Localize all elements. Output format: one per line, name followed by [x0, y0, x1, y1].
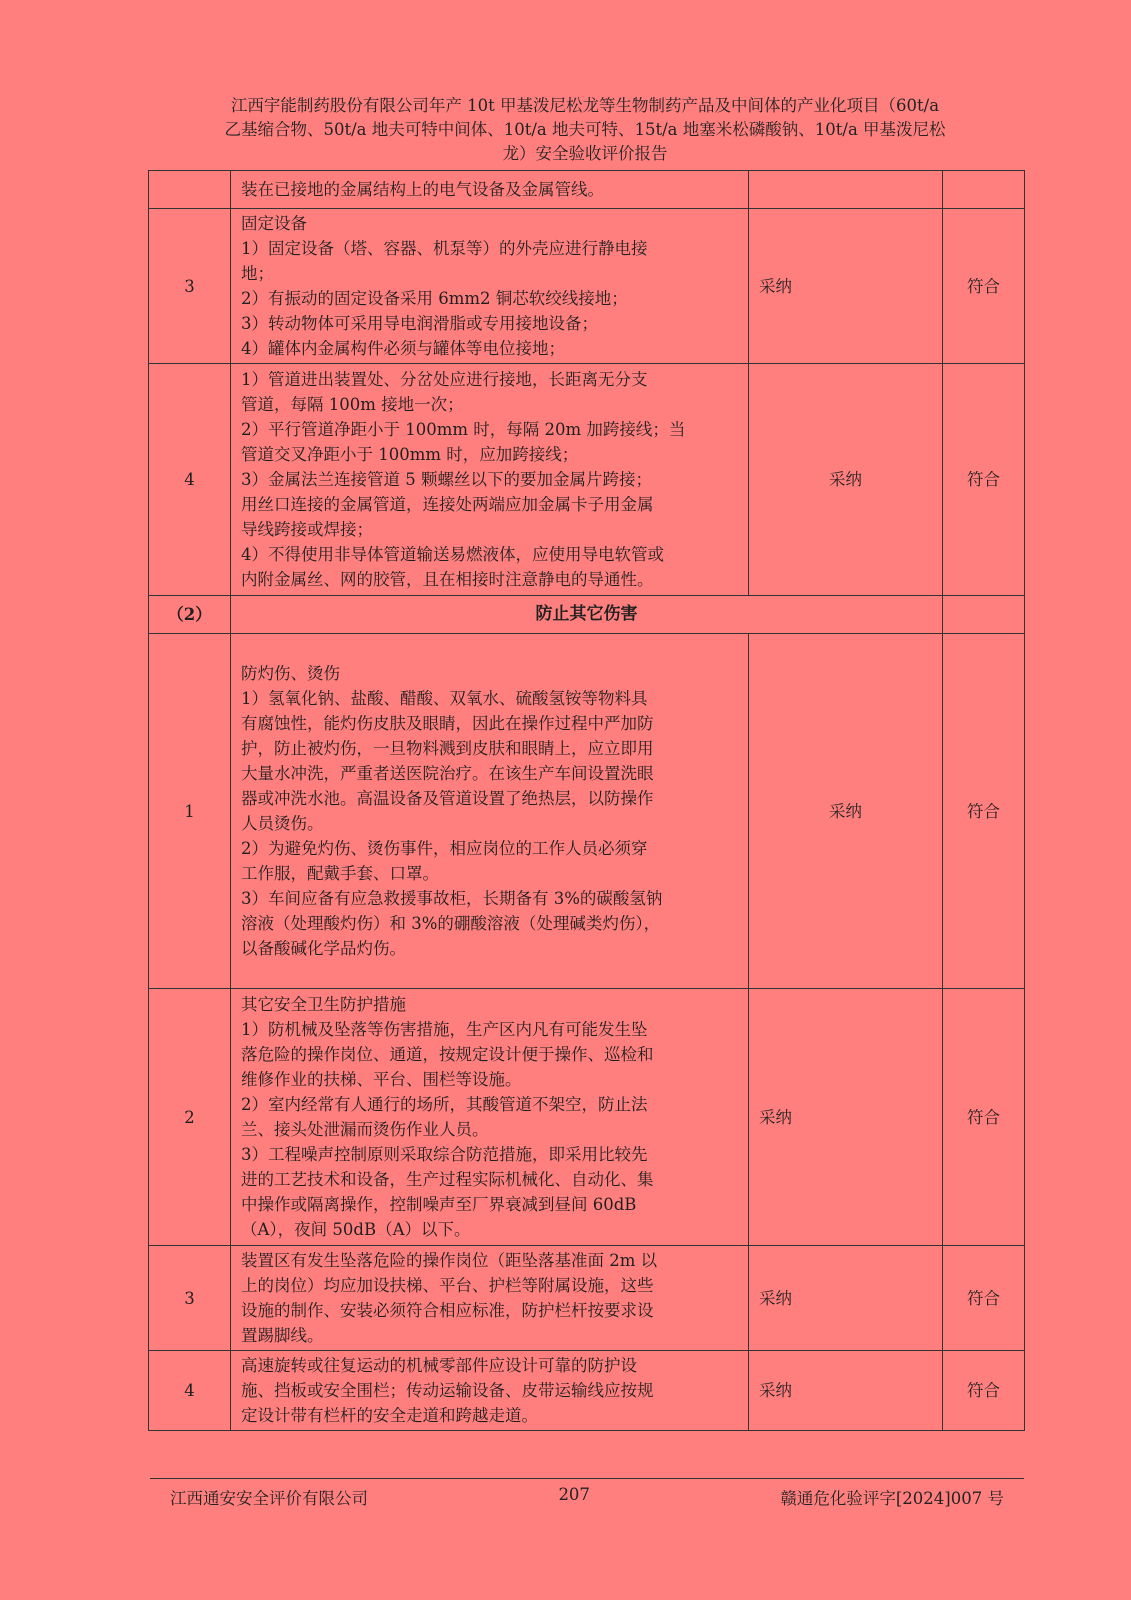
- compliance-status: 符合: [943, 1351, 1025, 1431]
- table-row: [149, 171, 1025, 209]
- adoption-result: [749, 171, 943, 209]
- compliance-status: 符合: [943, 364, 1025, 596]
- measure-line: 3）金属法兰连接管道 5 颗螺丝以下的要加金属片跨接；: [241, 470, 652, 489]
- item-number: 4: [149, 1351, 231, 1431]
- item-number: 4: [149, 364, 231, 596]
- measure-line: 器或冲洗水池。高温设备及管道设置了绝热层，以防操作: [241, 789, 654, 808]
- section-title: 防止其它伤害: [231, 596, 943, 634]
- compliance-status: 符合: [943, 1246, 1025, 1351]
- adoption-result: 采纳: [749, 209, 943, 364]
- adoption-result: 采纳: [749, 1246, 943, 1351]
- measure-text: [231, 364, 749, 596]
- section-row: [149, 596, 1025, 634]
- measure-line: 4）不得使用非导体管道输送易燃液体，应使用导电软管或: [241, 545, 664, 564]
- measure-text: [231, 634, 749, 989]
- table-row: [149, 634, 1025, 989]
- document-number: 赣通危化验评字[2024]007 号: [780, 1489, 1004, 1508]
- item-number: 2: [149, 989, 231, 1246]
- measure-line: （A），夜间 50dB（A）以下。: [241, 1220, 471, 1239]
- measure-line: 防灼伤、烫伤: [241, 664, 340, 683]
- measure-line: 3）工程噪声控制原则采取综合防范措施，即采用比较先: [241, 1145, 648, 1164]
- table-row: [149, 209, 1025, 364]
- measure-line: 施、挡板或安全围栏；传动运输设备、皮带运输线应按规: [241, 1381, 654, 1400]
- measure-line: 3）车间应备有应急救援事故柜，长期备有 3%的碳酸氢钠: [241, 889, 663, 908]
- header-line: 龙）安全验收评价报告: [502, 144, 668, 163]
- measure-line: 护，防止被灼伤，一旦物料溅到皮肤和眼睛上，应立即用: [241, 739, 654, 758]
- item-number: 1: [149, 634, 231, 989]
- header-line: 乙基缩合物、50t/a 地夫可特中间体、10t/a 地夫可特、15t/a 地塞米松磷酸钠、10t/a 甲基泼尼松: [224, 120, 946, 139]
- measure-line: 兰、接头处泄漏而烫伤作业人员。: [241, 1120, 489, 1139]
- adoption-result: 采纳: [749, 1351, 943, 1431]
- measure-line: 装在已接地的金属结构上的电气设备及金属管线。: [241, 180, 604, 199]
- compliance-status: 符合: [943, 989, 1025, 1246]
- item-number: 3: [149, 209, 231, 364]
- adoption-result: 采纳: [749, 989, 943, 1246]
- measure-text: [231, 171, 749, 209]
- measure-text: [231, 989, 749, 1246]
- table-row: [149, 1246, 1025, 1351]
- measure-line: 3）转动物体可采用导电润滑脂或专用接地设备；: [241, 314, 598, 333]
- measure-text: [231, 1246, 749, 1351]
- measure-line: 高速旋转或往复运动的机械零部件应设计可靠的防护设: [241, 1356, 637, 1375]
- measure-line: 置踢脚线。: [241, 1326, 324, 1345]
- measure-line: 以备酸碱化学品灼伤。: [241, 939, 406, 958]
- table-row: [149, 989, 1025, 1246]
- page-number: 207: [558, 1485, 590, 1504]
- measure-line: 其它安全卫生防护措施: [241, 995, 406, 1014]
- compliance-status: [943, 171, 1025, 209]
- adoption-result: 采纳: [749, 364, 943, 596]
- measure-text: [231, 1351, 749, 1431]
- measure-line: 工作服，配戴手套、口罩。: [241, 864, 439, 883]
- section-empty-cell: [943, 596, 1025, 634]
- section-number: （2）: [149, 596, 231, 634]
- measure-line: 设施的制作、安装必须符合相应标准，防护栏杆按要求设: [241, 1301, 654, 1320]
- measure-line: 固定设备: [241, 214, 307, 233]
- compliance-status: 符合: [943, 209, 1025, 364]
- measure-line: 管道交叉净距小于 100mm 时，应加跨接线；: [241, 445, 579, 464]
- measure-line: 管道，每隔 100m 接地一次；: [241, 395, 464, 414]
- measure-line: 2）有振动的固定设备采用 6mm2 铜芯软绞线接地；: [241, 289, 628, 308]
- measure-line: 装置区有发生坠落危险的操作岗位（距坠落基准面 2m 以: [241, 1251, 658, 1270]
- header-line: 江西宇能制药股份有限公司年产 10t 甲基泼尼松龙等生物制药产品及中间体的产业化项目（60t/a: [230, 96, 940, 115]
- measure-line: 2）室内经常有人通行的场所，其酸管道不架空，防止法: [241, 1095, 648, 1114]
- measure-line: 1）防机械及坠落等伤害措施，生产区内凡有可能发生坠: [241, 1020, 648, 1039]
- measure-line: 有腐蚀性，能灼伤皮肤及眼睛，因此在操作过程中严加防: [241, 714, 654, 733]
- compliance-status: 符合: [943, 634, 1025, 989]
- item-number: [149, 171, 231, 209]
- footer-company: 江西通安安全评价有限公司: [170, 1489, 368, 1508]
- measure-text: [231, 209, 749, 364]
- table-row: [149, 1351, 1025, 1431]
- measure-line: 内附金属丝、网的胶管，且在相接时注意静电的导通性。: [241, 570, 654, 589]
- measure-line: 导线跨接或焊接；: [241, 520, 373, 539]
- measure-line: 4）罐体内金属构件必须与罐体等电位接地；: [241, 339, 565, 358]
- measure-line: 定设计带有栏杆的安全走道和跨越走道。: [241, 1406, 538, 1425]
- table-row: [149, 364, 1025, 596]
- measure-line: 上的岗位）均应加设扶梯、平台、护栏等附属设施，这些: [241, 1276, 654, 1295]
- measure-line: 大量水冲洗，严重者送医院治疗。在该生产车间设置洗眼: [241, 764, 654, 783]
- measure-line: 进的工艺技术和设备，生产过程实际机械化、自动化、集: [241, 1170, 654, 1189]
- measure-line: 1）固定设备（塔、容器、机泵等）的外壳应进行静电接: [241, 239, 648, 258]
- measure-line: 2）平行管道净距小于 100mm 时，每隔 20m 加跨接线；当: [241, 420, 686, 439]
- measure-line: 1）管道进出装置处、分岔处应进行接地，长距离无分支: [241, 370, 648, 389]
- measure-line: 地；: [241, 264, 274, 283]
- measure-line: 1）氢氧化钠、盐酸、醋酸、双氧水、硫酸氢铵等物料具: [241, 689, 648, 708]
- measure-line: 2）为避免灼伤、烫伤事件，相应岗位的工作人员必须穿: [241, 839, 648, 858]
- measure-line: 维修作业的扶梯、平台、围栏等设施。: [241, 1070, 522, 1089]
- measure-line: 用丝口连接的金属管道，连接处两端应加金属卡子用金属: [241, 495, 654, 514]
- adoption-result: 采纳: [749, 634, 943, 989]
- measures-table: [148, 170, 1025, 1431]
- measure-line: 落危险的操作岗位、通道，按规定设计便于操作、巡检和: [241, 1045, 654, 1064]
- page-footer: [150, 1478, 1024, 1509]
- measure-line: 人员烫伤。: [241, 814, 324, 833]
- report-header: [150, 94, 1020, 166]
- measure-line: 中操作或隔离操作，控制噪声至厂界衰减到昼间 60dB: [241, 1195, 637, 1214]
- item-number: 3: [149, 1246, 231, 1351]
- measure-line: 溶液（处理酸灼伤）和 3%的硼酸溶液（处理碱类灼伤），: [241, 914, 661, 933]
